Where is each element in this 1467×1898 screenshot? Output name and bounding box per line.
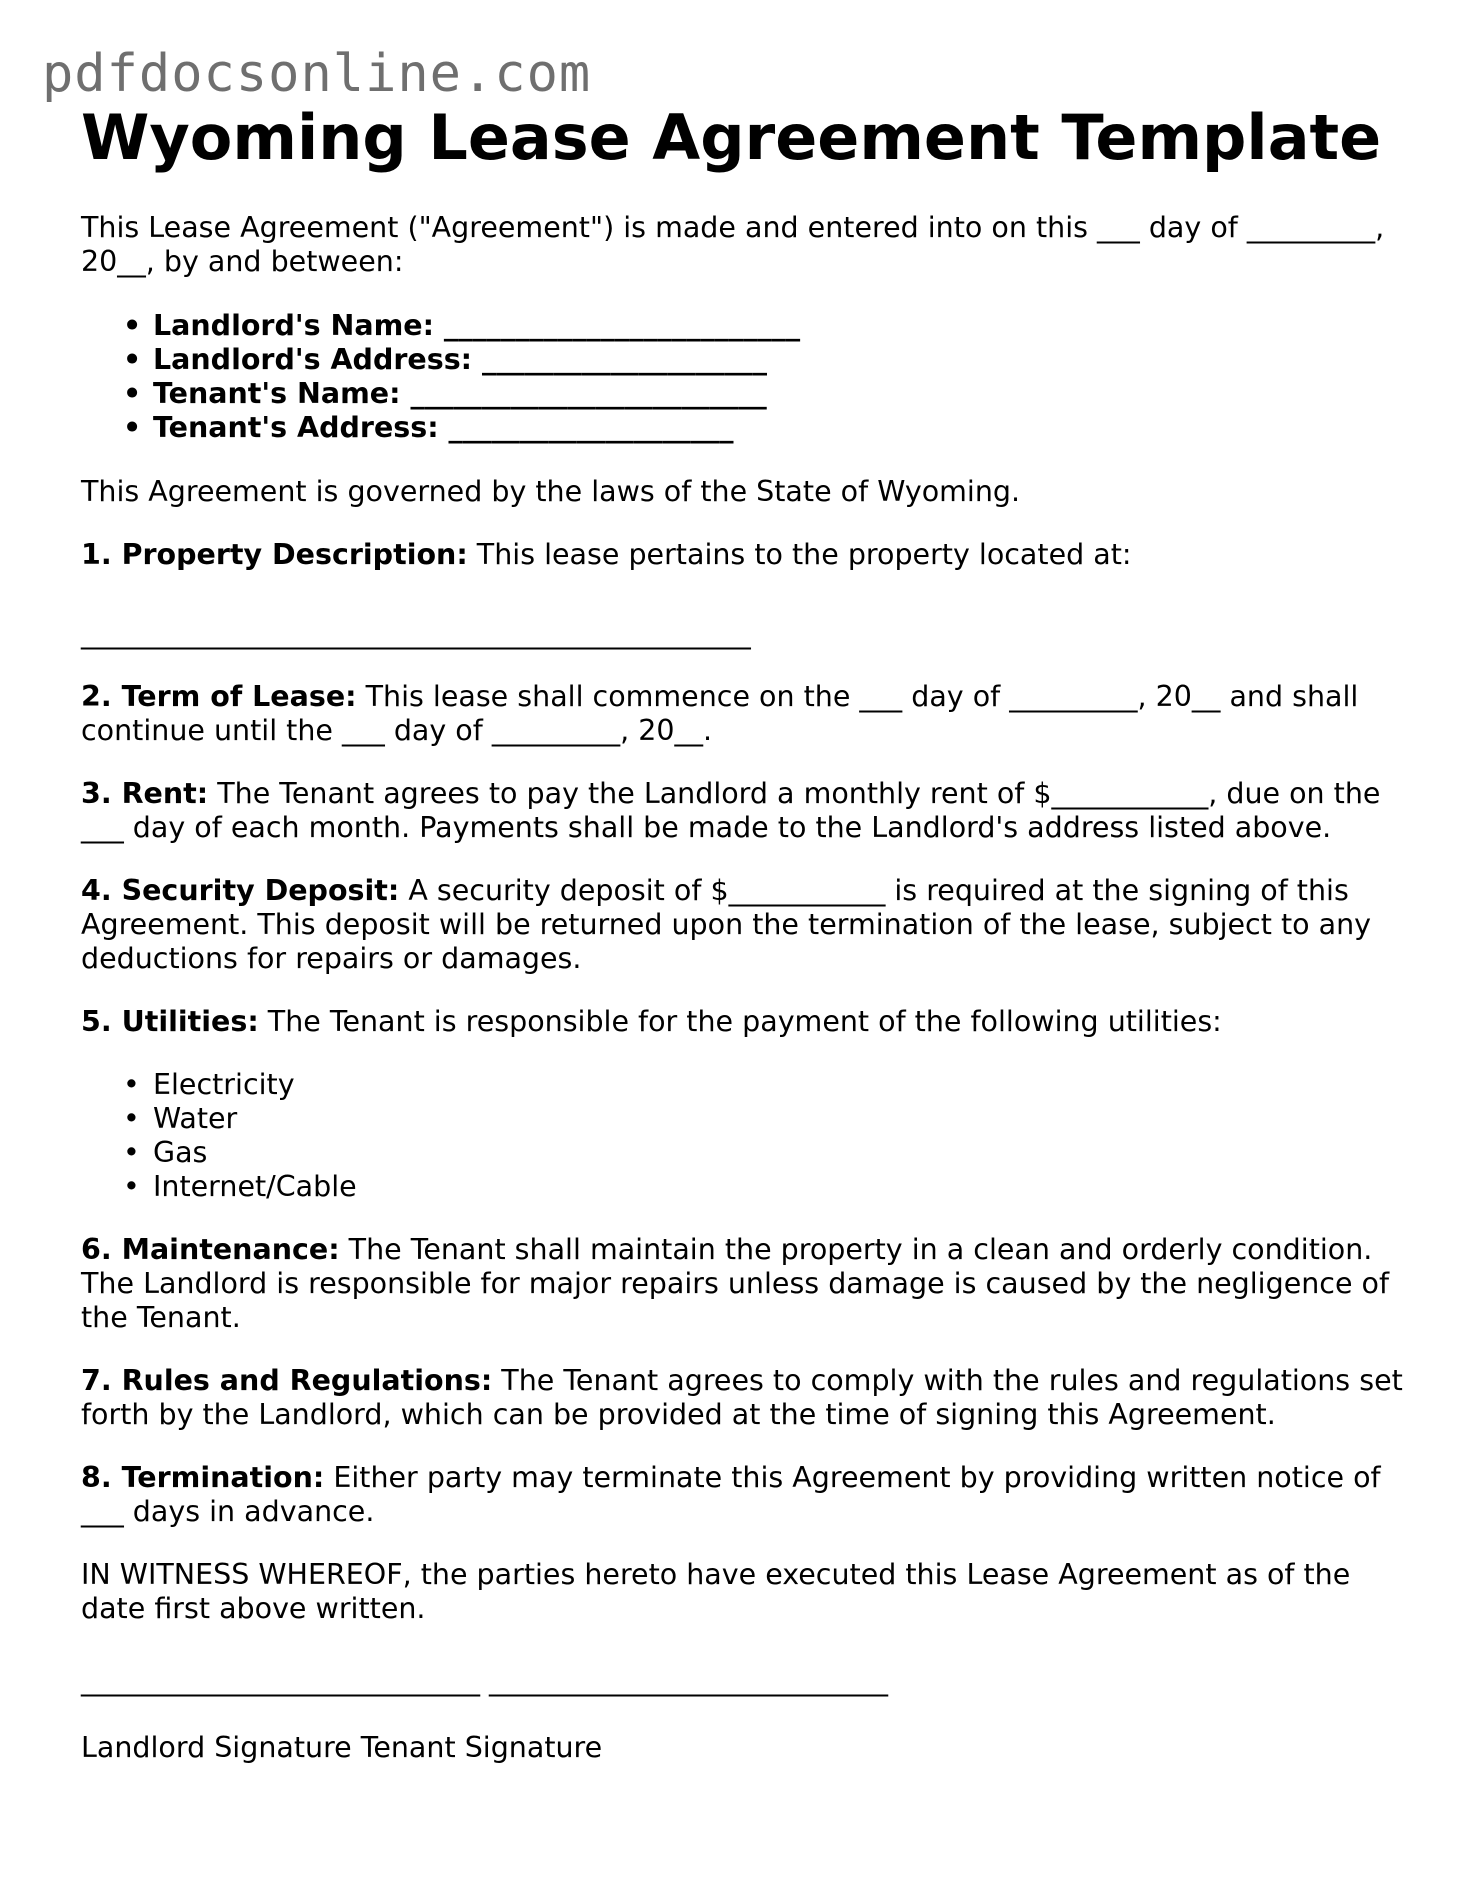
section-heading: 6. Maintenance: bbox=[81, 1233, 340, 1266]
parties-list bbox=[81, 309, 1411, 445]
intro-paragraph: This Lease Agreement ("Agreement") is made and entered into on this ___ day of _________, 20__, by and between: bbox=[81, 211, 1385, 278]
list-item: • Internet/Cable bbox=[81, 1170, 1411, 1204]
section-heading: 3. Rent: bbox=[81, 777, 209, 810]
section-heading: 8. Termination: bbox=[81, 1461, 325, 1494]
property-address-line: _______________________________________________ bbox=[81, 617, 751, 650]
section-text: This lease pertains to the property located at: bbox=[467, 538, 1132, 571]
document-title: Wyoming Lease Agreement Template bbox=[81, 101, 1382, 174]
utilities-list bbox=[81, 1068, 1411, 1204]
section-text: The Tenant is responsible for the payment of the following utilities: bbox=[258, 1005, 1222, 1038]
signature-labels: Landlord Signature Tenant Signature bbox=[81, 1731, 603, 1764]
section-heading: 2. Term of Lease: bbox=[81, 680, 357, 713]
section-text: The Tenant shall maintain the property in a clean and orderly condition. The Landlord is responsible for major repairs unless damage is caused by the negligence of the Tenant. bbox=[81, 1233, 1390, 1334]
list-item: • Gas bbox=[81, 1136, 1411, 1170]
section-property bbox=[81, 538, 1411, 572]
tenant-address-field: • Tenant's Address: ____________________ bbox=[81, 411, 1411, 445]
section-maintenance bbox=[81, 1233, 1411, 1335]
landlord-name-field: • Landlord's Name: _________________________ bbox=[81, 309, 1411, 343]
section-heading: 1. Property Description: bbox=[81, 538, 468, 571]
witness-clause: IN WITNESS WHEREOF, the parties hereto have executed this Lease Agreement as of the date first above written. bbox=[81, 1558, 1351, 1625]
section-rules bbox=[81, 1364, 1411, 1432]
watermark: pdfdocsonline.com bbox=[42, 44, 592, 104]
section-deposit bbox=[81, 874, 1411, 976]
section-text: This lease shall commence on the ___ day of _________, 20__ and shall continue until the ___ day of _________, 20__. bbox=[81, 680, 1359, 747]
section-text: Either party may terminate this Agreement by providing written notice of ___ days in advance. bbox=[81, 1461, 1381, 1528]
section-text: The Tenant agrees to comply with the rules and regulations set forth by the Landlord, which can be provided at the time of signing this Agreement. bbox=[81, 1364, 1403, 1431]
signature-lines: ____________________________ ____________________________ bbox=[81, 1664, 889, 1697]
section-termination bbox=[81, 1461, 1411, 1529]
section-utilities bbox=[81, 1005, 1411, 1039]
list-item: • Electricity bbox=[81, 1068, 1411, 1102]
section-text: The Tenant agrees to pay the Landlord a monthly rent of $___________, due on the ___ day of each month. Payments shall be made to the Landlord's address listed above. bbox=[81, 777, 1381, 844]
section-text: A security deposit of $___________ is required at the signing of this Agreement. This deposit will be returned upon the termination of the lease, subject to any deductions for repairs or damages. bbox=[81, 874, 1372, 975]
section-heading: 5. Utilities: bbox=[81, 1005, 259, 1038]
section-term bbox=[81, 680, 1411, 748]
section-heading: 4. Security Deposit: bbox=[81, 874, 400, 907]
tenant-name-field: • Tenant's Name: _________________________ bbox=[81, 377, 1411, 411]
landlord-address-field: • Landlord's Address: ____________________ bbox=[81, 343, 1411, 377]
governing-law: This Agreement is governed by the laws of the State of Wyoming. bbox=[81, 475, 1021, 508]
section-rent bbox=[81, 777, 1411, 845]
list-item: • Water bbox=[81, 1102, 1411, 1136]
section-heading: 7. Rules and Regulations: bbox=[81, 1364, 493, 1397]
document-body bbox=[81, 102, 1411, 1765]
